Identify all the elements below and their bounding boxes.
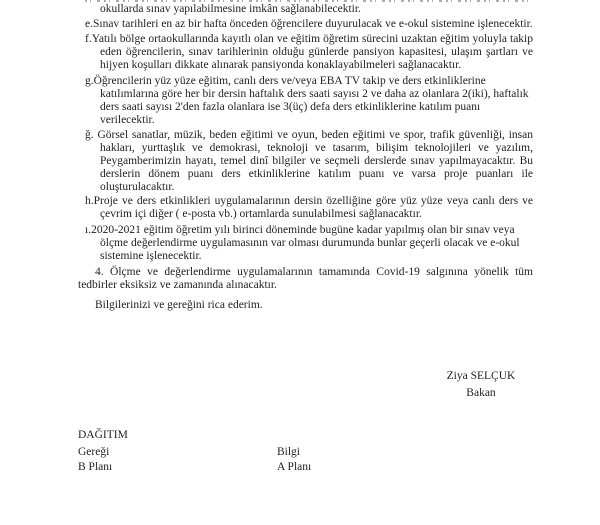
distribution-geregi: Gereği (78, 446, 110, 458)
list-item-h: h.Proje ve ders etkinlikleri uygulamalarının dersin özelliğine göre yüz yüze veya canlı ders ve çevrim içi diğer ( e-posta vb.) ortamlarda sunulabilmesi sağlanacaktır. (85, 195, 533, 220)
list-item-gbreve: ğ. Görsel sanatlar, müzik, beden eğitimi ve oyun, beden eğitimi ve spor, trafik güvenliği, insan hakları, yurttaşlık ve demokrasi, teknoloji ve tasarım, bilişim teknolojileri ve yazılım, Peygamberimizin hayatı, temel dinî bilgiler ve seçmeli derslerde sınav yapılmayacaktır. Bu derslerin dönem puanı ders etkinliklerine katılım puanı ve varsa proje puanları ile oluşturulacaktır. (85, 129, 533, 193)
signature-title: Bakan (466, 387, 496, 399)
closing-line: Bilgilerinizi ve gereğini rica ederim. (95, 299, 263, 311)
signature-name: Ziya SELÇUK (446, 370, 516, 382)
distribution-block (78, 428, 378, 475)
distribution-b-plani: B Planı (78, 461, 113, 473)
list-item-dotless-i: ı.2020-2021 eğitim öğretim yılı birinci döneminde bugüne kadar yapılmış olan bir sınav veya ölçme değerlendirme uygulamasının var olması durumunda bunlar geçerli olacak ve e-okul sistemine işlenecektir. (85, 224, 520, 262)
distribution-bilgi: Bilgi (277, 446, 301, 458)
distribution-heading: DAĞITIM (78, 429, 128, 441)
paragraph-4: 4. Ölçme ve değerlendirme uygulamalarının tamamında Covid-19 salgınına yönelik tüm tedbirler eksiksiz ve zamanında alınacaktır. (78, 266, 533, 291)
list-item-f: f.Yatılı bölge ortaokullarında kayıtlı olan ve eğitim öğretim sürecini uzaktan eğitim yoluyla takip eden öğrencilerin, sınav tarihlerinin olduğu günlerde pansiyon kapasitesi, ulaşım şartları ve hijyen koşulları dikkate alınarak pansiyonda konaklayabilmeleri sağlanacaktır. (85, 33, 533, 71)
list-item-g: g.Öğrencilerin yüz yüze eğitim, canlı ders ve/veya EBA TV takip ve ders etkinliklerine katılımlarına göre her bir dersin haftalık ders saati sayısı 2 ve daha az olanlara 2(iki), haftalık ders saati sayısı 2'den fazla olanlara ise 3(üç) defa ders etkinliklerine katılım puanı verilecektir. (85, 75, 529, 126)
signature-block (428, 368, 534, 401)
continuation-line: okullarda sınav yapılabilmesine imkân sağlanabilecektir. (100, 3, 361, 15)
distribution-row (78, 445, 378, 460)
document-body (78, 3, 533, 312)
clipped-previous-line-fragment (85, 0, 530, 2)
list-item-e: e.Sınav tarihleri en az bir hafta önceden öğrencilere duyurulacak ve e-okul sistemine işlenecektir. (85, 18, 533, 30)
distribution-row (78, 460, 378, 475)
distribution-a-plani: A Planı (277, 461, 312, 473)
